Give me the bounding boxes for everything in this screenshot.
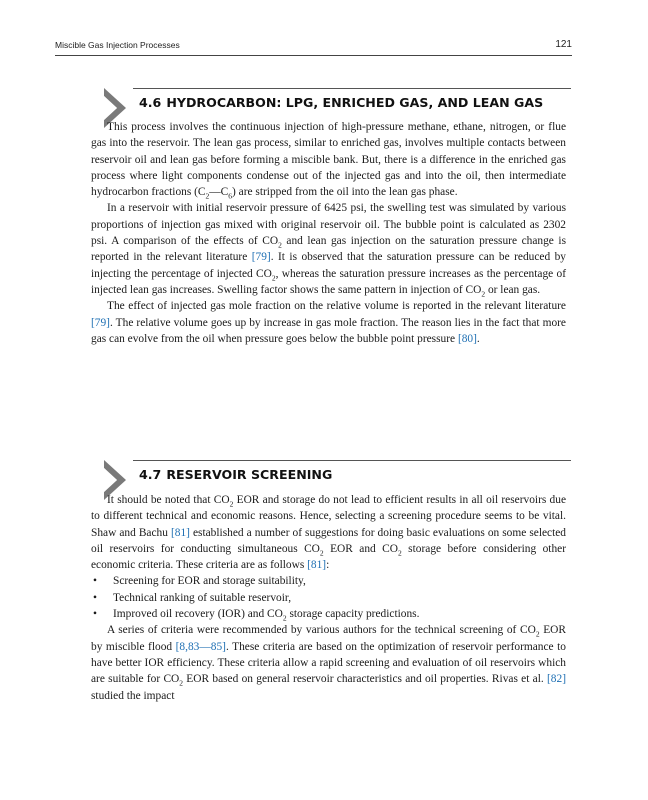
- paragraph: This process involves the continuous injection of high-pressure methane, ethane, nitrogen, or flue gas into the reservoir. The lean gas process, similar to enriched gas, involves multiple contacts between reservoir oil and lean gas before forming a miscible bank. But, there is a difference in the enriched gas process where light components condense out of the injected gas and into the oil, then intermediate hydrocarbon fractions $(C_2—C_6)$ are stripped from the oil into the lean gas phase.: [91, 121, 566, 201]
- citation-link[interactable]: [79]: [91, 316, 110, 329]
- section-rule: [133, 460, 571, 461]
- citation-link[interactable]: [82]: [547, 673, 566, 686]
- list-item: • Improved oil recovery (IOR) and $CO_2$ storage capacity predictions.: [93, 608, 420, 623]
- header-rule: [55, 55, 572, 56]
- citation-link[interactable]: [81]: [170, 526, 190, 539]
- citation-link[interactable]: [81]: [307, 559, 327, 572]
- list-item: • Screening for EOR and storage suitability,: [93, 575, 306, 588]
- citation-link[interactable]: [79]: [251, 251, 271, 264]
- page-number: 121: [555, 39, 572, 50]
- citation-link[interactable]: [80]: [457, 332, 477, 345]
- section-title: 4.7 RESERVOIR SCREENING: [139, 467, 333, 482]
- section-rule: [133, 88, 571, 89]
- section-title: 4.6 HYDROCARBON: LPG, ENRICHED GAS, AND LEAN GAS: [139, 95, 544, 110]
- running-head: [55, 40, 572, 54]
- paragraph: A series of criteria were recommended by various authors for the technical screening of $CO_2$ EOR by miscible flood [8,83—85]. These criteria are based on the optimization of reservoir performance to have better IOR efficiency. These criteria allow a rapid screening and evaluation of oil reservoirs which are suitable for $CO_2$ EOR based on general reservoir characteristics and oil properties. Rivas et al. [82] studied the impact: [91, 624, 566, 702]
- paragraph: In a reservoir with initial reservoir pressure of 6425 psi, the swelling test was simulated by various proportions of injection gas mixed with original reservoir oil. The bubble point is calculated as 2302 psi. A comparison of the effects of $CO_2$ and lean gas injection on the saturation pressure change is reported in the relevant literature [79]. It is observed that the saturation pressure can be reduced by injecting the percentage of injected $CO_2$, whereas the saturation pressure increases as the percentage of injected lean gas increases. Swelling factor shows the same pattern in injection of $CO_2$ or lean gas.: [91, 202, 567, 299]
- criteria-list: [91, 573, 566, 622]
- list-item: • Technical ranking of suitable reservoir,: [93, 591, 292, 604]
- section-4-7-body: [91, 492, 566, 704]
- paragraph: The effect of injected gas mole fraction on the relative volume is reported in the relevant literature [79]. The relative volume goes up by increase in gas mole fraction. The reason lies in the fact that more gas can evolve from the oil when pressure goes below the bubble point pressure [80].: [91, 300, 566, 345]
- citation-link[interactable]: [8,83—85]: [175, 640, 226, 653]
- paragraph: It should be noted that $CO_2$ EOR and storage do not lead to efficient results in all oil reservoirs due to different technical and economic reasons. Hence, selecting a screening procedure seems to be vital. Shaw and Bachu [81] established a number of suggestions for doing basic evaluations on some selected oil reservoirs for conducting simultaneous $CO_2$ EOR and $CO_2$ storage before considering other economic criteria. These criteria are as follows [81]:: [91, 494, 567, 572]
- running-head-title: Miscible Gas Injection Processes: [55, 40, 180, 50]
- section-4-6-body: [91, 119, 566, 347]
